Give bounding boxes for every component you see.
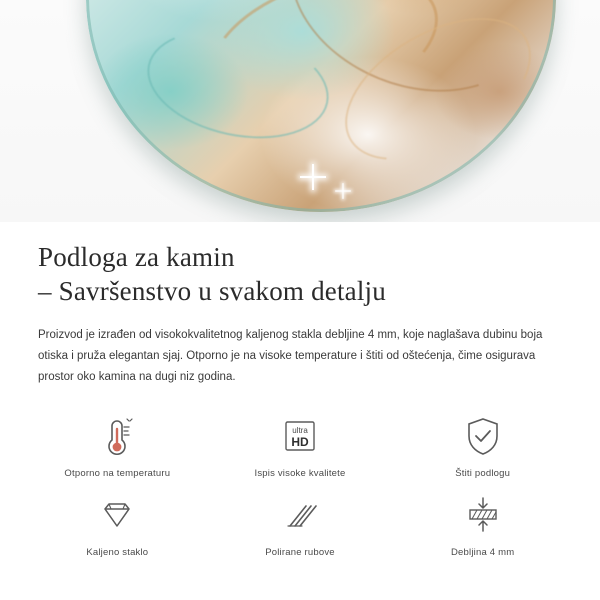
ultra-hd-icon <box>278 414 322 460</box>
feature-item-print-quality <box>209 414 392 479</box>
marble-veins <box>86 0 556 212</box>
marble-vein <box>192 0 455 141</box>
thermometer-icon <box>97 414 137 460</box>
feature-item-temperature <box>26 414 209 479</box>
thickness-arrows-icon <box>461 493 505 539</box>
sparkle-icon <box>335 183 351 199</box>
feature-item-polished-edges <box>209 493 392 558</box>
round-marble-board <box>86 0 556 212</box>
page-title <box>38 240 562 308</box>
page-title-line-1: Podloga za kamin <box>38 242 235 272</box>
feature-label: Štiti podlogu <box>455 468 511 479</box>
feature-item-protects-surface <box>391 414 574 479</box>
marble-vein <box>321 0 555 189</box>
marble-vein <box>137 14 339 154</box>
svg-text:ultra: ultra <box>292 426 308 435</box>
page-title-line-2: – Savršenstvo u svakom detalju <box>38 276 386 306</box>
polished-edges-icon <box>278 493 322 539</box>
feature-label: Kaljeno staklo <box>86 547 149 558</box>
shield-check-icon <box>463 414 503 460</box>
text-content <box>0 240 600 388</box>
feature-item-thickness <box>391 493 574 558</box>
sparkle-icon <box>300 164 326 190</box>
feature-label: Polirane rubove <box>265 547 335 558</box>
hero-image <box>0 0 600 222</box>
feature-label: Ispis visoke kvalitete <box>254 468 346 479</box>
feature-item-tempered-glass <box>26 493 209 558</box>
feature-label: Otporno na temperaturu <box>64 468 171 479</box>
diamond-icon <box>95 493 139 539</box>
marble-vein <box>261 0 556 127</box>
feature-grid <box>0 414 600 558</box>
svg-text:HD: HD <box>291 435 309 449</box>
feature-label: Debljina 4 mm <box>451 547 515 558</box>
product-description-text: Proizvod je izrađen od visokokvalitetnog kaljenog stakla debljine 4 mm, koje naglašava dubinu boja otiska i pruža elegantan sjaj. Otporno je na visoke temperature i štiti od oštećenja, čime osigurava prostor oko kamina na dugi niz godina. <box>38 329 543 383</box>
